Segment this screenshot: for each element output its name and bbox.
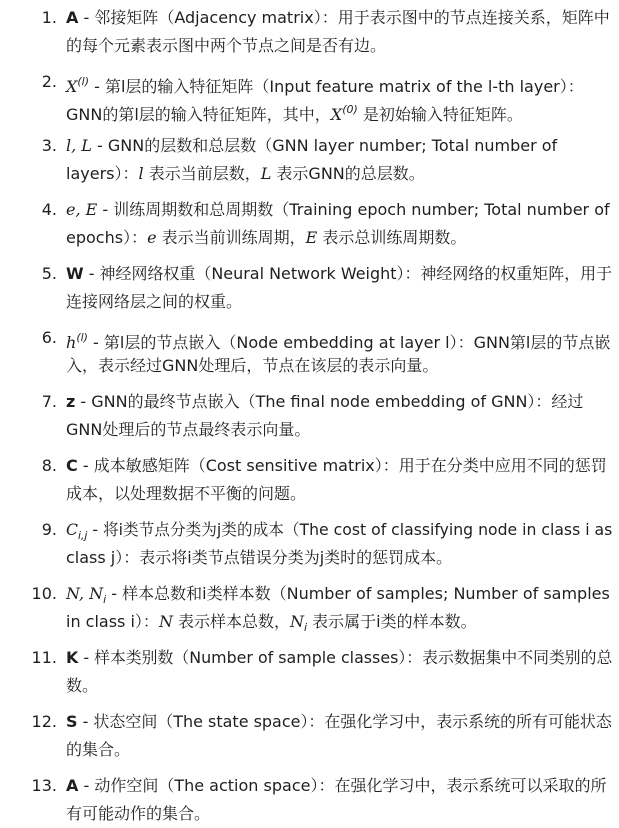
text-run: 数。 xyxy=(66,676,99,695)
math-superscript: (l) xyxy=(77,75,90,88)
list-item-number: 3. xyxy=(41,136,57,155)
text-line xyxy=(66,352,612,380)
text-run: - 动作空间（The action space）：在强化学习中，表示系统可以采取的所 xyxy=(78,776,607,795)
text-run: - 第l层的节点嵌入（Node embedding at layer l）：GNN第l层的节点嵌 xyxy=(87,333,611,352)
text-run: 的集合。 xyxy=(66,740,131,759)
text-line xyxy=(66,480,612,508)
text-run: - GNN的层数和总层数（GNN layer number; Total number of xyxy=(91,136,558,155)
text-run: 的每个元素表示图中两个节点之间是否有边。 xyxy=(66,36,387,55)
text-run: GNN处理后的节点最终表示向量。 xyxy=(66,420,311,439)
text-run: 表示GNN的总层数。 xyxy=(271,164,425,183)
list-item-text xyxy=(66,132,612,188)
text-line xyxy=(66,800,612,828)
text-run: - 第l层的输入特征矩阵（Input feature matrix of the l-th layer）： xyxy=(89,77,584,96)
text-line xyxy=(66,672,612,700)
math-symbol: N, N xyxy=(66,584,104,603)
list-item-text xyxy=(66,68,612,124)
bold-symbol: W xyxy=(66,264,84,283)
text-run: - GNN的最终节点嵌入（The final node embedding of GNN）：经过 xyxy=(75,392,584,411)
text-run: 成本，以处理数据不平衡的问题。 xyxy=(66,484,307,503)
math-superscript: (l) xyxy=(76,331,88,344)
bold-symbol: K xyxy=(66,648,79,667)
math-subscript: i,j xyxy=(77,529,88,542)
text-line xyxy=(66,416,612,444)
text-run: epochs）： xyxy=(66,228,148,247)
math-symbol: C xyxy=(66,520,78,539)
text-run: in class i）： xyxy=(66,612,159,631)
math-symbol: L xyxy=(260,164,272,183)
text-run: 表示属于i类的样本数。 xyxy=(307,612,477,631)
math-symbol: l, L xyxy=(66,136,92,155)
text-run: class j）：表示将i类节点错误分类为j类时的惩罚成本。 xyxy=(66,548,453,567)
text-run: GNN的第l层的输入特征矩阵，其中， xyxy=(66,105,331,124)
text-run: - 状态空间（The state space）：在强化学习中，表示系统的所有可能状态 xyxy=(77,712,612,731)
list-item-text xyxy=(66,452,612,508)
text-run: - 将i类节点分类为j类的成本（The cost of classifying node in class i as xyxy=(87,520,613,539)
math-symbol: X xyxy=(66,77,78,96)
text-run: 表示总训练周期数。 xyxy=(317,228,467,247)
list-item-text xyxy=(66,708,612,764)
list-item-number: 10. xyxy=(31,584,57,603)
text-line xyxy=(66,196,612,224)
list-item-text xyxy=(66,580,612,636)
list-item-text xyxy=(66,772,612,828)
list-item-number: 13. xyxy=(31,776,57,795)
text-line xyxy=(66,96,612,124)
math-symbol: N xyxy=(290,612,305,631)
text-run: - 神经网络权重（Neural Network Weight）：神经网络的权重矩阵，用于 xyxy=(83,264,613,283)
math-symbol: X xyxy=(330,105,343,124)
list-item-number: 8. xyxy=(41,456,57,475)
bold-symbol: S xyxy=(66,712,78,731)
math-subscript: i xyxy=(304,621,308,634)
text-line xyxy=(66,516,613,544)
text-run: 有可能动作的集合。 xyxy=(66,804,211,823)
list-item-number: 7. xyxy=(41,392,57,411)
text-line xyxy=(66,736,612,764)
list-item-number: 12. xyxy=(31,712,57,731)
math-symbol: e xyxy=(147,228,157,247)
math-subscript: i xyxy=(103,593,107,606)
math-symbol: E xyxy=(305,228,318,247)
text-run: - 训练周期数和总周期数（Training epoch number; Total number of xyxy=(97,200,610,219)
text-line xyxy=(66,132,612,160)
text-line xyxy=(66,324,612,352)
text-run: 连接网络层之间的权重。 xyxy=(66,292,243,311)
text-run: layers）： xyxy=(66,164,139,183)
text-run: - 成本敏感矩阵（Cost sensitive matrix）：用于在分类中应用不同的惩罚 xyxy=(77,456,607,475)
bold-symbol: A xyxy=(66,776,79,795)
bold-symbol: A xyxy=(66,8,79,27)
list-item-text xyxy=(66,516,612,572)
text-line xyxy=(66,160,612,188)
text-line xyxy=(66,260,611,288)
text-run: 入，表示经过GNN处理后，节点在该层的表示向量。 xyxy=(66,356,439,375)
list-item-text xyxy=(66,324,612,380)
list-item-number: 5. xyxy=(41,264,57,283)
text-line xyxy=(66,68,612,96)
math-symbol: h xyxy=(66,333,77,352)
math-symbol: l xyxy=(138,164,144,183)
text-run: 是初始输入特征矩阵。 xyxy=(357,105,523,124)
text-line xyxy=(66,288,612,316)
text-line xyxy=(66,4,612,32)
list-item-number: 9. xyxy=(41,520,57,539)
text-run: - 样本总数和i类样本数（Number of samples; Number of samples xyxy=(106,584,610,603)
text-line xyxy=(66,32,612,60)
list-item-number: 11. xyxy=(31,648,57,667)
text-line xyxy=(66,388,612,416)
math-superscript: (0) xyxy=(342,103,358,116)
text-run: 表示当前训练周期， xyxy=(156,228,306,247)
list-item-number: 6. xyxy=(41,328,57,347)
text-run: 表示样本总数， xyxy=(172,612,291,631)
text-line xyxy=(66,772,612,800)
text-run: 表示当前层数， xyxy=(143,164,261,183)
bold-symbol: z xyxy=(66,392,76,411)
list-item-text xyxy=(66,260,612,316)
list-item-number: 1. xyxy=(41,8,57,27)
list-item-text xyxy=(66,644,612,700)
text-run: - 样本类别数（Number of sample classes）：表示数据集中不同类别的总 xyxy=(78,648,613,667)
list-item-number: 4. xyxy=(41,200,57,219)
text-line xyxy=(66,608,612,636)
text-line xyxy=(66,544,612,572)
list-item-text xyxy=(66,196,612,252)
math-symbol: e, E xyxy=(66,200,98,219)
text-line xyxy=(66,452,612,480)
list-item-text xyxy=(66,4,612,60)
math-symbol: N xyxy=(158,612,173,631)
text-line xyxy=(66,708,611,736)
list-item-number: 2. xyxy=(41,72,57,91)
list-item-text xyxy=(66,388,612,444)
text-line xyxy=(66,644,613,672)
text-run: - 邻接矩阵（Adjacency matrix）：用于表示图中的节点连接关系，矩阵中 xyxy=(78,8,610,27)
bold-symbol: C xyxy=(66,456,78,475)
text-line xyxy=(66,580,612,608)
text-line xyxy=(66,224,612,252)
